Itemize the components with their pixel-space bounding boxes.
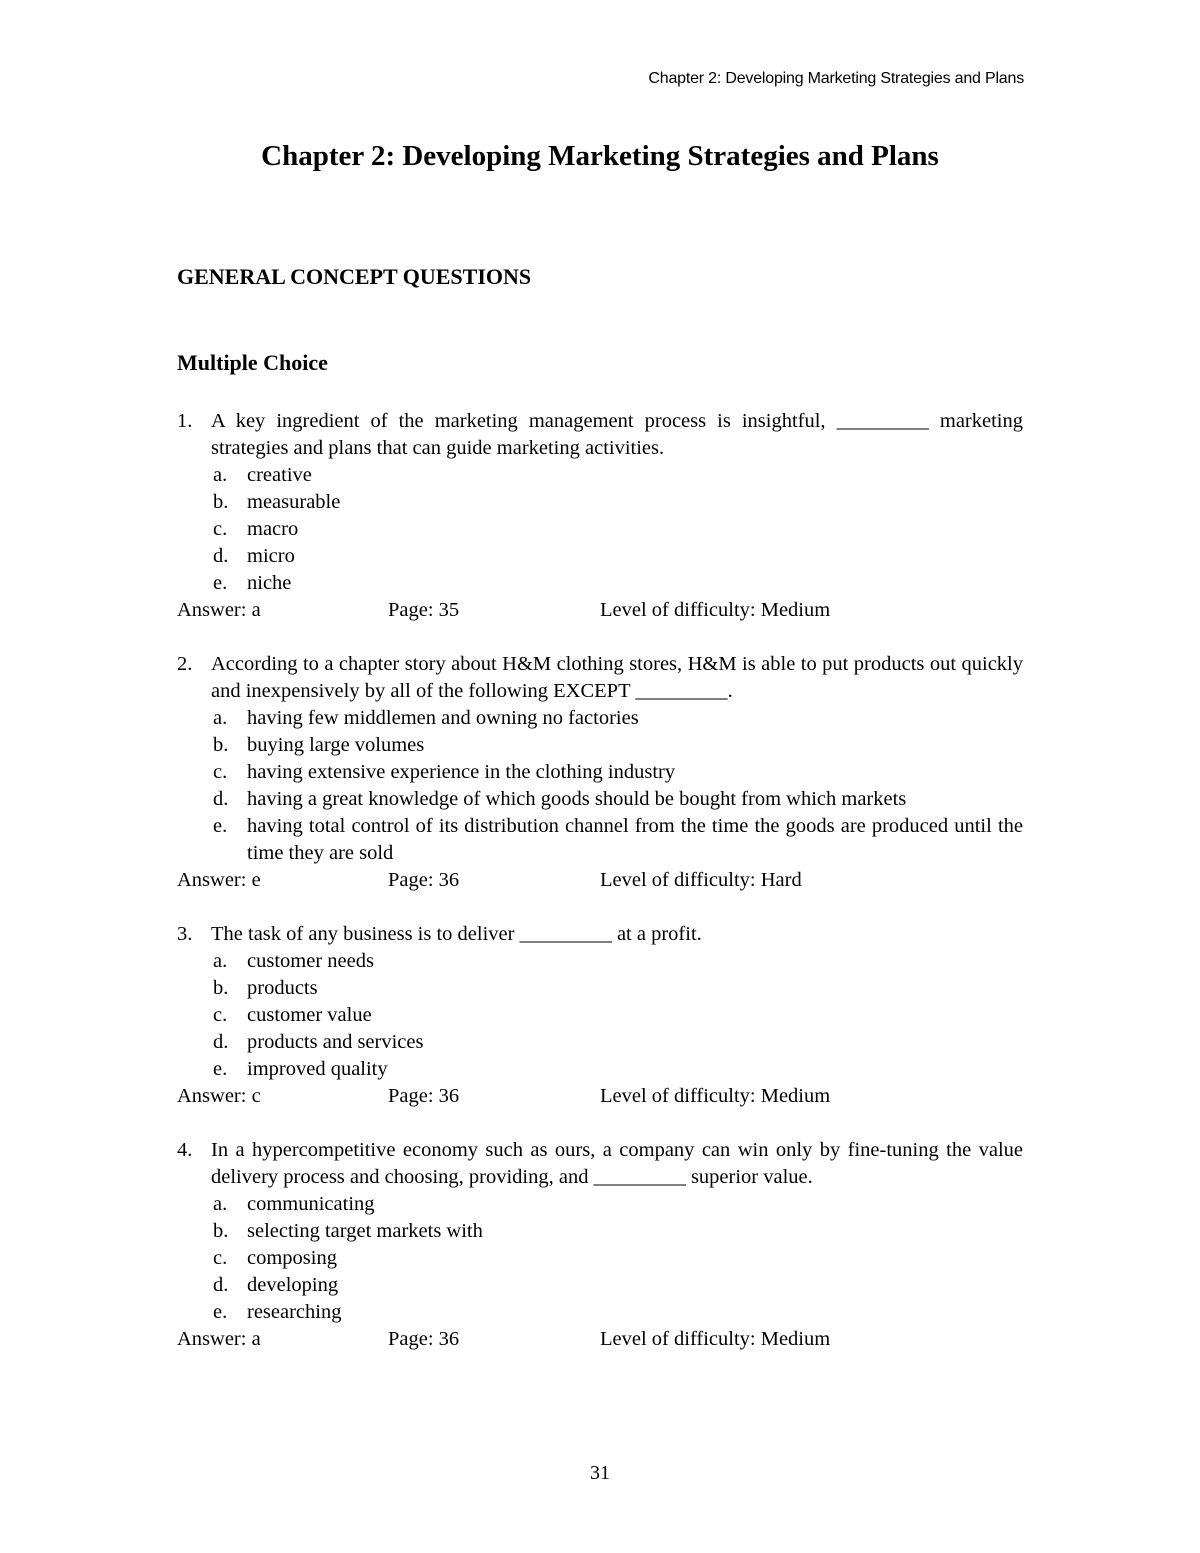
option-item xyxy=(177,732,1023,759)
page-title: Chapter 2: Developing Marketing Strategies and Plans xyxy=(261,140,939,172)
question-text: According to a chapter story about H&M clothing stores, H&M is able to put products out quickly and inexpensively by all of the following EXCEPT _________. xyxy=(211,653,1023,702)
option-letter: b. xyxy=(213,491,229,513)
difficulty-level: Level of difficulty: Medium xyxy=(600,599,831,621)
question-stem xyxy=(177,651,1023,705)
option-item xyxy=(177,1245,1023,1272)
option-text: products xyxy=(247,977,318,999)
option-list xyxy=(177,462,1023,597)
question-stem xyxy=(177,408,1023,462)
running-header: Chapter 2: Developing Marketing Strategies and Plans xyxy=(648,70,1024,87)
question-2 xyxy=(177,651,1023,894)
answer-key: Answer: c xyxy=(177,1085,261,1107)
option-letter: c. xyxy=(213,761,228,783)
option-letter: d. xyxy=(213,1274,229,1296)
option-item xyxy=(177,1272,1023,1299)
spacer xyxy=(177,894,1023,921)
option-text: creative xyxy=(247,464,312,486)
option-text: having few middlemen and owning no factories xyxy=(247,707,639,729)
answer-line xyxy=(177,1326,1023,1353)
page-reference: Page: 36 xyxy=(388,1085,460,1107)
option-item xyxy=(177,759,1023,786)
answer-key: Answer: a xyxy=(177,1328,261,1350)
option-letter: e. xyxy=(213,1301,228,1323)
option-list xyxy=(177,948,1023,1083)
spacer xyxy=(177,1110,1023,1137)
option-letter: a. xyxy=(213,1193,228,1215)
option-item xyxy=(177,462,1023,489)
option-text: researching xyxy=(247,1301,342,1323)
option-letter: b. xyxy=(213,1220,229,1242)
option-list xyxy=(177,705,1023,867)
page-reference: Page: 36 xyxy=(388,1328,460,1350)
option-item xyxy=(177,975,1023,1002)
option-letter: a. xyxy=(213,950,228,972)
option-item xyxy=(177,489,1023,516)
question-text: A key ingredient of the marketing management process is insightful, _________ marketing strategies and plans that can guide marketing activities. xyxy=(211,410,1023,459)
answer-line xyxy=(177,597,1023,624)
question-stem xyxy=(177,921,1023,948)
option-text: macro xyxy=(247,518,299,540)
answer-line xyxy=(177,1083,1023,1110)
option-text: customer value xyxy=(247,1004,372,1026)
subsection-heading: Multiple Choice xyxy=(177,350,328,375)
option-text: composing xyxy=(247,1247,337,1269)
option-letter: a. xyxy=(213,464,228,486)
option-text: niche xyxy=(247,572,292,594)
option-text: buying large volumes xyxy=(247,734,425,756)
question-number: 3. xyxy=(177,923,193,945)
option-item xyxy=(177,1218,1023,1245)
question-number: 1. xyxy=(177,410,193,432)
question-number: 4. xyxy=(177,1139,193,1161)
option-letter: e. xyxy=(213,572,228,594)
question-text: The task of any business is to deliver _________ at a profit. xyxy=(211,923,702,945)
difficulty-level: Level of difficulty: Medium xyxy=(600,1328,831,1350)
question-4 xyxy=(177,1137,1023,1353)
answer-key: Answer: a xyxy=(177,599,261,621)
option-letter: d. xyxy=(213,545,229,567)
option-item xyxy=(177,1191,1023,1218)
option-letter: a. xyxy=(213,707,228,729)
option-text: selecting target markets with xyxy=(247,1220,483,1242)
answer-line xyxy=(177,867,1023,894)
option-letter: b. xyxy=(213,734,229,756)
option-item xyxy=(177,516,1023,543)
question-stem xyxy=(177,1137,1023,1191)
option-item xyxy=(177,1299,1023,1326)
option-text: improved quality xyxy=(247,1058,388,1080)
option-text: communicating xyxy=(247,1193,375,1215)
option-item xyxy=(177,1056,1023,1083)
question-number: 2. xyxy=(177,653,193,675)
option-letter: d. xyxy=(213,1031,229,1053)
option-letter: c. xyxy=(213,1004,228,1026)
difficulty-level: Level of difficulty: Hard xyxy=(600,869,802,891)
page-reference: Page: 36 xyxy=(388,869,460,891)
section-heading: GENERAL CONCEPT QUESTIONS xyxy=(177,264,532,289)
option-item xyxy=(177,813,1023,867)
option-text: micro xyxy=(247,545,295,567)
option-letter: b. xyxy=(213,977,229,999)
option-letter: e. xyxy=(213,815,228,837)
question-list xyxy=(177,408,1023,1353)
option-item xyxy=(177,705,1023,732)
option-text: having extensive experience in the clothing industry xyxy=(247,761,676,783)
option-letter: e. xyxy=(213,1058,228,1080)
page-number: 31 xyxy=(590,1462,610,1484)
difficulty-level: Level of difficulty: Medium xyxy=(600,1085,831,1107)
question-1 xyxy=(177,408,1023,624)
option-text: developing xyxy=(247,1274,339,1296)
option-letter: c. xyxy=(213,518,228,540)
option-text: products and services xyxy=(247,1031,424,1053)
option-item xyxy=(177,1029,1023,1056)
option-text: having a great knowledge of which goods should be bought from which markets xyxy=(247,788,907,810)
answer-key: Answer: e xyxy=(177,869,261,891)
page-reference: Page: 35 xyxy=(388,599,460,621)
option-text: having total control of its distribution channel from the time the goods are produced until the time they are sold xyxy=(247,815,1023,864)
option-item xyxy=(177,1002,1023,1029)
option-item xyxy=(177,543,1023,570)
option-text: measurable xyxy=(247,491,341,513)
spacer xyxy=(177,624,1023,651)
option-item xyxy=(177,570,1023,597)
question-3 xyxy=(177,921,1023,1110)
option-letter: c. xyxy=(213,1247,228,1269)
option-text: customer needs xyxy=(247,950,374,972)
question-text: In a hypercompetitive economy such as ours, a company can win only by fine-tuning the value delivery process and choosing, providing, and _________ superior value. xyxy=(211,1139,1023,1188)
option-item xyxy=(177,948,1023,975)
option-item xyxy=(177,786,1023,813)
option-list xyxy=(177,1191,1023,1326)
option-letter: d. xyxy=(213,788,229,810)
